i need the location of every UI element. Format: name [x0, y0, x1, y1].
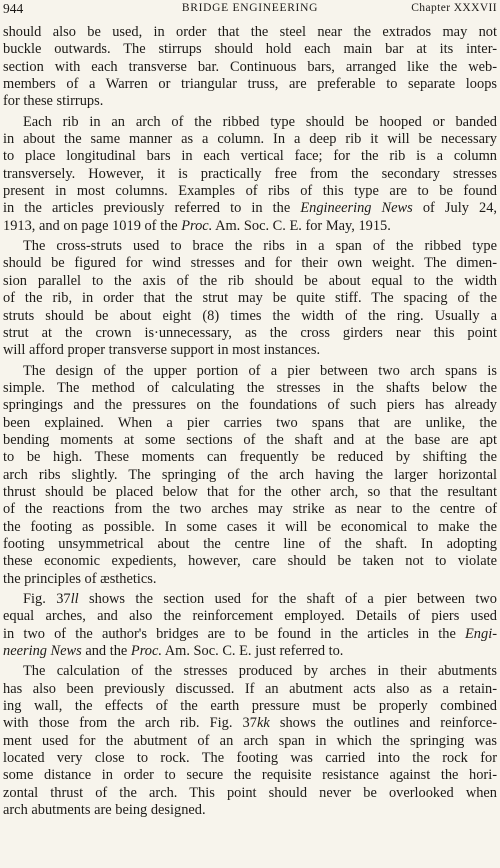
text-line: equal arches, and also the reinforcement employed. Details of piers used: [3, 608, 497, 625]
text-line: zontal thrust of the arch. This point should never be overlooked when: [3, 784, 497, 801]
text-line: arch abutments are being designed.: [3, 802, 206, 819]
paragraph: [3, 238, 497, 359]
text-line: in two of the author's bridges are to be found in the articles in the Engi-: [3, 625, 497, 642]
text-line: to place longitudinal bars in each vertical face; for the rib is a column: [3, 148, 497, 165]
paragraph: [3, 591, 497, 660]
text-line: Each rib in an arch of the ribbed type should be hooped or banded: [23, 113, 497, 130]
text-line: in the articles previously referred to in the Engineering News of July 24,: [3, 200, 497, 217]
text-line: strut at the crown is·unnecessary, as the cross girders near this point: [3, 324, 497, 341]
text-line: should also be used, in order that the steel near the extrados may not: [3, 24, 497, 40]
text-line: struts should be about eight (8) times the width of the ring. Usually a: [3, 307, 497, 324]
text-line: in about the same manner as a column. In a deep rib it will be necessary: [3, 131, 497, 148]
text-line: sion parallel to the axis of the rib should be about equal to the width: [3, 272, 497, 289]
text-line: transversely. However, it is practically free from the secondary stresses: [3, 165, 497, 182]
paragraph: [3, 114, 497, 235]
page-body: [3, 24, 497, 819]
text-line: Fig. 37ll shows the section used for the shaft of a pier between two: [23, 591, 497, 607]
text-line: section with each transverse bar. Continuous bars, arranged like the web-: [3, 58, 497, 75]
chapter-label: Chapter XXXVII: [411, 2, 497, 14]
text-line: the principles of æsthetics.: [3, 570, 157, 587]
text-line: ment used for the abutment of an arch span in which the springing was: [3, 732, 497, 749]
text-line: has also been previously discussed. If an abutment acts also as a retain-: [3, 680, 497, 697]
paragraph: [3, 24, 497, 111]
text-line: The design of the upper portion of a pier between two arch spans is: [23, 362, 497, 379]
text-line: footing unsymmetrical about the centre line of the shaft. In adopting: [3, 535, 497, 552]
text-line: 1913, and on page 1019 of the Proc. Am. Soc. C. E. for May, 1915.: [3, 217, 391, 234]
text-line: to be high. These moments can frequently be reduced by shifting the: [3, 449, 497, 466]
text-line: bending moments at some sections of the shaft and at the base are apt: [3, 431, 497, 448]
text-line: members of a Warren or triangular truss, are preferable to separate loops: [3, 76, 497, 93]
running-title: BRIDGE ENGINEERING: [181, 2, 319, 14]
text-line: arch ribs slightly. The springing of the arch having the larger horizontal: [3, 466, 497, 483]
text-line: should be figured for wind stresses and for their own weight. The dimen-: [3, 255, 497, 272]
text-line: some distance in order to secure the requisite resistance against the hori-: [3, 767, 497, 784]
text-line: springings and the pressures on the foundations of such piers has already: [3, 397, 497, 414]
text-line: for these stirrups.: [3, 93, 104, 110]
running-header: [0, 0, 500, 22]
text-line: been explained. When a pier carries two spans that are unlike, the: [3, 414, 497, 431]
text-line: The cross-struts used to brace the ribs in a span of the ribbed type: [23, 238, 497, 255]
text-line: simple. The method of calculating the stresses in the shafts below the: [3, 379, 497, 396]
text-line: with those from the arch rib. Fig. 37kk shows the outlines and reinforce-: [3, 715, 498, 732]
text-line: located very close to rock. The footing was carried into the rock for: [3, 750, 497, 767]
text-line: The calculation of the stresses produced by arches in their abutments: [23, 663, 497, 680]
text-line: ing wall, the effects of the earth pressure must be properly combined: [3, 698, 497, 715]
text-line: the footing as possible. In some cases it will be economical to make the: [3, 518, 497, 535]
text-line: buckle outwards. The stirrups should hold each main bar at its inter-: [3, 41, 497, 58]
text-line: of the reactions from the two arches may strike as near to the centre of: [3, 501, 497, 518]
paragraph: [3, 363, 497, 588]
text-line: will afford proper transverse support in most instances.: [3, 342, 321, 359]
text-line: present in most columns. Examples of ribs of this type are to be found: [3, 183, 497, 200]
paragraph: [3, 663, 497, 819]
text-line: of the rib, in order that the strut may be quite stiff. The spacing of the: [3, 290, 497, 307]
page-number: 944: [3, 1, 24, 16]
text-line: neering News and the Proc. Am. Soc. C. E. just referred to.: [3, 643, 344, 660]
text-line: thrust should be placed below that for the other arch, so that the resultant: [3, 483, 497, 500]
text-line: these economic expedients, however, care should be taken not to violate: [3, 553, 497, 570]
